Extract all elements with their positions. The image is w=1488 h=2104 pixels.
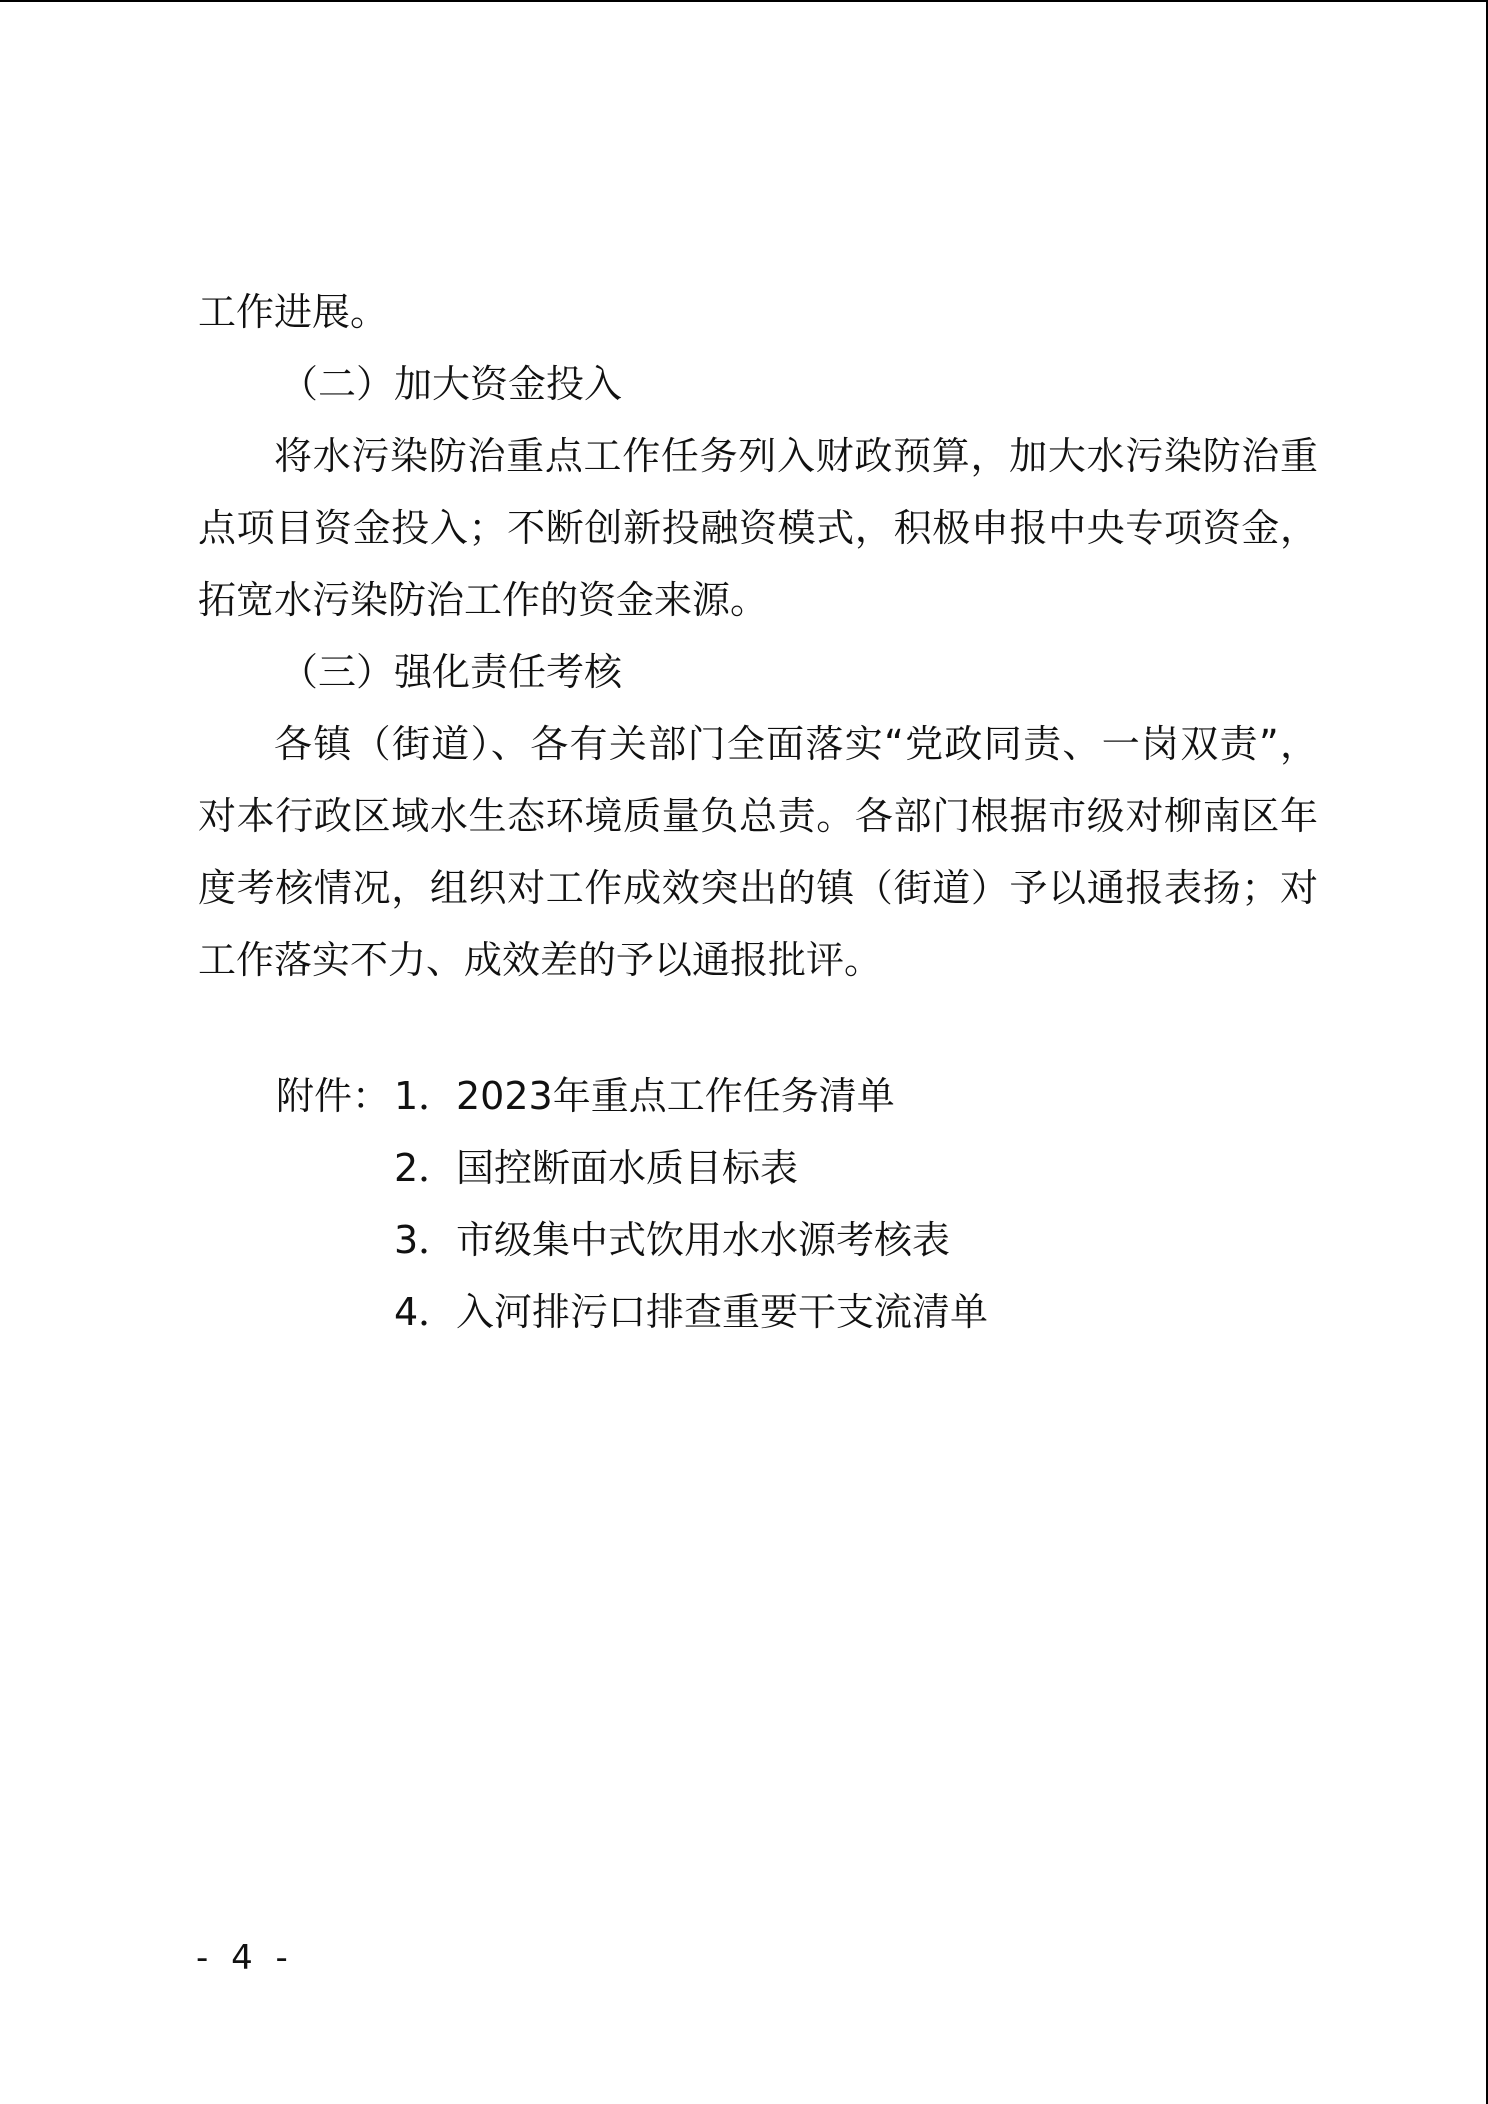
attachment-number: 3． (394, 1218, 457, 1262)
section-paragraph-2: 将水污染防治重点工作任务列入财政预算，加大水污染防治重点项目资金投入；不断创新投融资模式，积极申报中央专项资金，拓宽水污染防治工作的资金来源。 (198, 434, 1318, 622)
attachment-title: 市级集中式饮用水水源考核表 (456, 1218, 951, 1262)
attachment-title: 2023年重点工作任务清单 (456, 1074, 895, 1118)
attachment-number: 1． (394, 1074, 457, 1118)
attachments-list (198, 1060, 1318, 1348)
attachment-item-1 (198, 1060, 1318, 1132)
attachment-title: 国控断面水质目标表 (456, 1146, 799, 1190)
section-heading-2: （二）加大资金投入 (280, 362, 623, 406)
attachment-number: 2． (394, 1146, 457, 1190)
attachment-title: 入河排污口排查重要干支流清单 (456, 1290, 989, 1334)
section-heading-3: （三）强化责任考核 (280, 650, 623, 694)
continuation-text: 工作进展。 (198, 290, 389, 334)
document-body (198, 276, 1318, 1348)
page-border-top (0, 0, 1488, 2)
attachment-item-3 (198, 1204, 1318, 1276)
page-number: - 4 - (196, 1938, 294, 1978)
attachment-number: 4． (394, 1290, 457, 1334)
attachments-label: 附件： (276, 1074, 391, 1118)
attachment-item-4 (198, 1276, 1318, 1348)
attachment-item-2 (198, 1132, 1318, 1204)
spacer (198, 996, 1318, 1060)
section-paragraph-3: 各镇（街道）、各有关部门全面落实“党政同责、一岗双责”，对本行政区域水生态环境质量负总责。各部门根据市级对柳南区年度考核情况，组织对工作成效突出的镇（街道）予以通报表扬；对工作落实不力、成效差的予以通报批评。 (198, 722, 1318, 982)
